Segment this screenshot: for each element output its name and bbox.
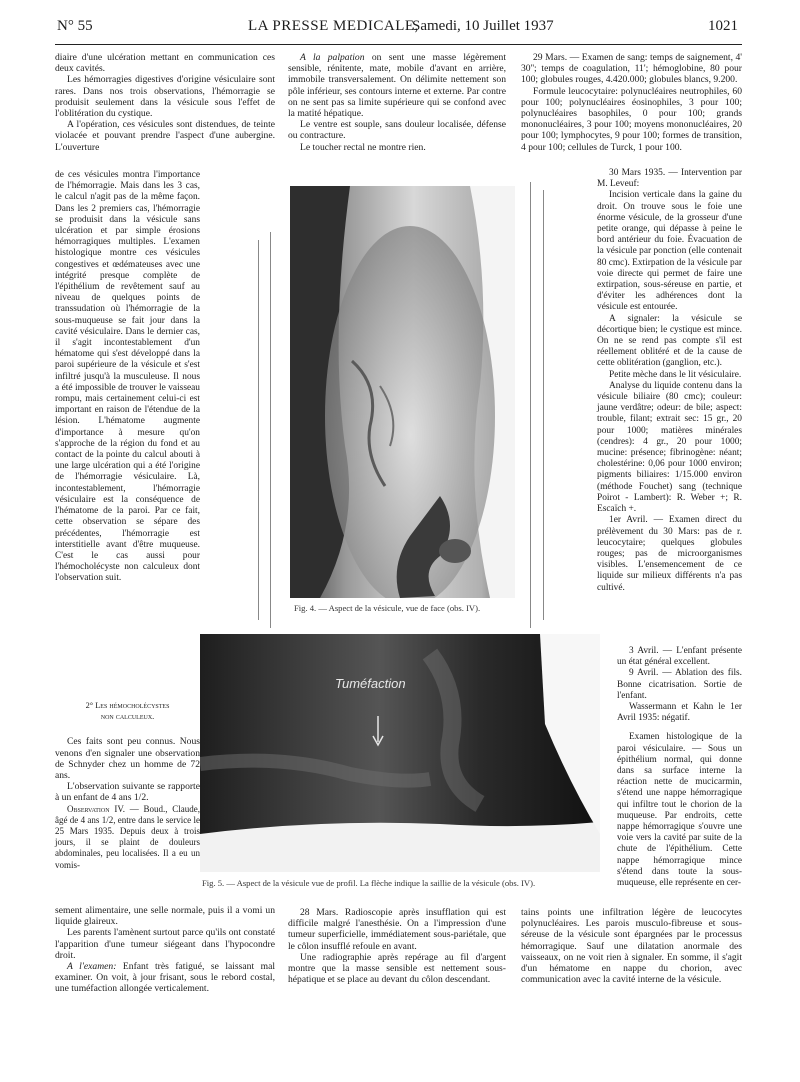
col3-para: 3 Avril. — L'enfant présente un état général excellent. xyxy=(617,646,742,668)
col2-bottom xyxy=(288,907,506,985)
col1-para: diaire d'une ulcération mettant en communication ces deux cavités. xyxy=(55,52,275,75)
issue-date: Samedi, 10 Juillet 1937 xyxy=(412,18,554,34)
frame-rule xyxy=(530,182,531,628)
header-rule xyxy=(55,44,742,45)
exam-label: A l'examen: xyxy=(67,961,117,973)
frame-rule xyxy=(258,240,259,620)
col2-para: Une radiographie après repérage au fil d'argent montre que la masse sensible est nettement sous-hépatique et se place au devant du côlon descendant. xyxy=(288,951,506,986)
col1-para: A l'opération, ces vésicules sont distendues, de teinte violacée et pouvant prendre l'aspect d'une aubergine. L'ouverture xyxy=(55,119,275,153)
palpation-para xyxy=(288,52,506,119)
journal-title: LA PRESSE MEDICALE, xyxy=(248,18,419,34)
col1-para: Les parents l'amènent surtout parce qu'ils ont constaté l'apparition d'une tumeur siégeant dans l'hypocondre droit. xyxy=(55,927,275,961)
col1-narrow xyxy=(55,170,200,585)
col2-para: Le ventre est souple, sans douleur localisée, défense ou contracture. xyxy=(288,119,506,142)
radioscopie-para: 28 Mars. Radioscopie après insufflation qui est difficile malgré l'anesthésie. On a l'impression d'une tumeur superficielle, immédiatement sous-pariétale, que le côlon insufflé refoule en avant. xyxy=(288,907,506,952)
col3-para: Formule leucocytaire: polynucléaires neutrophiles, 60 pour 100; polynucléaires éosinophiles, 3 pour 100; polynucléaires basophiles, 0 pour 100; grands mononucléaires, 3 pour 100; moyens mononucléaires, 20 pour 100; lymphocytes, 9 pour 100; formes de transition, 4 pour 100; cellules de Turck, 1 pour 100. xyxy=(521,85,742,153)
col3-para: A signaler: la vésicule se décortique bien; le cystique est mince. On ne se rend pas compte s'il est réellement oblitéré et de la cause de cette oblitération (ganglion, etc.). xyxy=(597,313,742,369)
col2-para: Le toucher rectal ne montre rien. xyxy=(300,141,426,153)
col3-narrow xyxy=(597,168,742,594)
fig5-photo xyxy=(200,634,600,872)
page-number: 1021 xyxy=(708,18,738,34)
col3-bottom xyxy=(521,907,742,985)
col3-para: 9 Avril. — Ablation des fils. Bonne cicatrisation. Sortie de l'enfant. xyxy=(617,668,742,701)
col3-narrow-2 xyxy=(617,646,742,889)
col3-para: 1er Avril. — Examen direct du prélèvement du 30 Mars: pas de r. leucocytaire; quelques globules rouges; pas de microorganismes visibles. L'ensemencement de ce liquide sur milieux différents n'a pas cultivé. xyxy=(597,515,742,593)
observation-header xyxy=(55,804,200,871)
col1-bottom xyxy=(55,905,275,995)
fig4-photo xyxy=(290,186,515,598)
frame-rule xyxy=(270,232,271,628)
col2-top xyxy=(288,52,506,153)
col3-para: Analyse du liquide contenu dans la vésicule biliaire (80 cmc); couleur: jaune verdâtre; odeur: de bile; aspect: trouble, filant; extrait sec: 15 gr., 20 pour 1000; matières minérales (cendres): 4 gr., 20 pour 1000; mucine: présence; fibrinogène: néant; cholestérine: 0,06 pour 1000 environ; pigments biliaires: 1/15.000 environ (méthode Fouchet) sang (technique Poirot - Lambert): R. Weber +; R. Escaïch +. xyxy=(597,380,742,515)
palp-label: A la palpation xyxy=(300,52,365,63)
histology-para: Examen histologique de la paroi vésiculaire. — Sous un épithélium normal, qui donne dans sa surface interne la réaction nette de mucicarmin, s'étend une nappe hémorragique qui infiltre tout le chorion de la muqueuse. Par endroits, cette nappe hémorragique s'ouvre une voie vers la cavité par suite de la chute de l'épithélium. Cette nappe hémorragique mince s'étend dans toute la sous-muqueuse, elle représente en cer- xyxy=(617,732,742,889)
obs-text: — Boud., Claude, âgé de 4 ans 1/2, entre dans le service le 25 Mars 1935. Depuis deux à trois jours, il se plaint de douleurs abdominales, peu localisées. Il a eu un vomis- xyxy=(55,803,201,870)
col1-para: sement alimentaire, une selle normale, puis il a vomi un liquide glaireux. xyxy=(55,905,275,928)
col1-para: Ces faits sont peu connus. Nous venons d'en signaler une observation de Schnyder chez un homme de 72 ans. xyxy=(55,736,200,782)
fig4-caption: Fig. 4. — Aspect de la vésicule, vue de face (obs. IV). xyxy=(294,603,481,613)
obs-label: Observation IV. xyxy=(67,803,125,814)
frame-rule xyxy=(543,190,544,620)
fig5-image xyxy=(200,634,600,872)
section-title-2: non calculeux. xyxy=(100,712,155,722)
fig4-image xyxy=(290,186,515,598)
tumefaction-label: Tuméfaction xyxy=(335,676,406,691)
col3-para: 30 Mars 1935. — Intervention par M. Leveuf: xyxy=(597,168,742,190)
section-title: 2° Les hémocholécystes xyxy=(85,701,170,710)
col1-para: L'observation suivante se rapporte à un enfant de 4 ans 1/2. xyxy=(55,781,200,804)
col1-para: Les hémorragies digestives d'origine vésiculaire sont rares. Dans nos trois observations, l'hémorragie se produisit seulement dans la vésicule sous l'effet de l'oblitération du cystique. xyxy=(55,74,275,120)
col3-top xyxy=(521,52,742,153)
col3-para: Petite mèche dans le lit vésiculaire. xyxy=(609,369,742,380)
col3-para: Wassermann et Kahn le 1er Avril 1935: négatif. xyxy=(617,702,742,724)
col3-para: 29 Mars. — Examen de sang: temps de saignement, 4' 30''; temps de coagulation, 11'; hémoglobine, 80 pour 100; globules rouges, 4.420.000; globules blancs, 9.200. xyxy=(521,52,742,86)
col3-para: Incision verticale dans la gaine du droit. On trouve sous le foie une énorme vésicule, de la grosseur d'une petite orange, qui dépasse à peine le bord antérieur du foie. Évacuation de la vésicule par ponction (elle contenait 80 cmc). Extirpation de la vésicule par voie directe qui permet de faire une extirpation, sous-séreuse en partie, et d'éviter les adhérences dont la vésicule est entourée. xyxy=(597,190,742,313)
col3-para: tains points une infiltration légère de leucocytes polynucléaires. Les parois musculo-fibreuse et sous-séreuse de la vésicule sont épargnées par le processus hémorragique. Sauf une dilatation anormale des vaisseaux, on ne voit rien à signaler. En somme, il s'agit d'un hématome en nappe du chorion, avec communication avec la cavité interne de la vésicule. xyxy=(521,907,742,986)
col1-narrow-text: de ces vésicules montra l'importance de l'hémorragie. Mais dans les 3 cas, le calcul n'agit pas de la même façon. Dans les 2 premiers cas, l'hémorragie se produisit dans la vésicule sans ulcération et par simple érosions hémorragiques multiples. L'examen histologique montre ces vésicules congestives et œdémateuses avec une intégrité presque complète de l'épithélium de revêtement sauf au niveau de quelques points de transsudation où l'hémorragie de la sous-muqueuse se fait jour dans la cavité vésiculaire. Dans le dernier cas, il s'agit incontestablement d'un hématome qui s'est développé dans la paroi supérieure de la vésicule et s'est infiltré jusqu'à la musculeuse. Il nous a été impossible de trouver le vaisseau rompu, mais certainement celui-ci est important en raison de l'étendue de la lésion. L'hématome augmente d'importance à mesure qu'on s'approche de la région du fond et au contact de la pointe du calcul abouti à une large ulcération qui a été l'origine de l'hémorragie vésiculaire. Là, incontestablement, l'hémorragie vésiculaire est la conséquence de l'hématome de la paroi. Par ce fait, cette observation se sépare des précédentes, l'hémorragie est interstitielle avant d'être muqueuse. C'est le cas aussi pour l'hémocholécyste non calculeux dont l'observation suit. xyxy=(55,170,200,584)
issue-number: N° 55 xyxy=(57,18,93,34)
fig5-caption: Fig. 5. — Aspect de la vésicule vue de profil. La flèche indique la saillie de la vésicule (obs. IV). xyxy=(202,878,536,888)
exam-para xyxy=(55,961,275,995)
section-block xyxy=(55,700,200,871)
exam-text: Enfant très fatigué, se laissant mal examiner. On voit, à jour frisant, sous le rebord costal, une tuméfaction allongée verticalement. xyxy=(55,961,276,995)
palp-text: on sent une masse légèrement sensible, rénitente, mate, mobile d'avant en arrière, immobile transversalement. On délimite nettement son pôle inférieur, ses contours interne et externe. Par contre on ne sent pas sa limite supérieure qui se confond avec la matité hépatique. xyxy=(288,52,506,120)
col1-top xyxy=(55,52,275,153)
